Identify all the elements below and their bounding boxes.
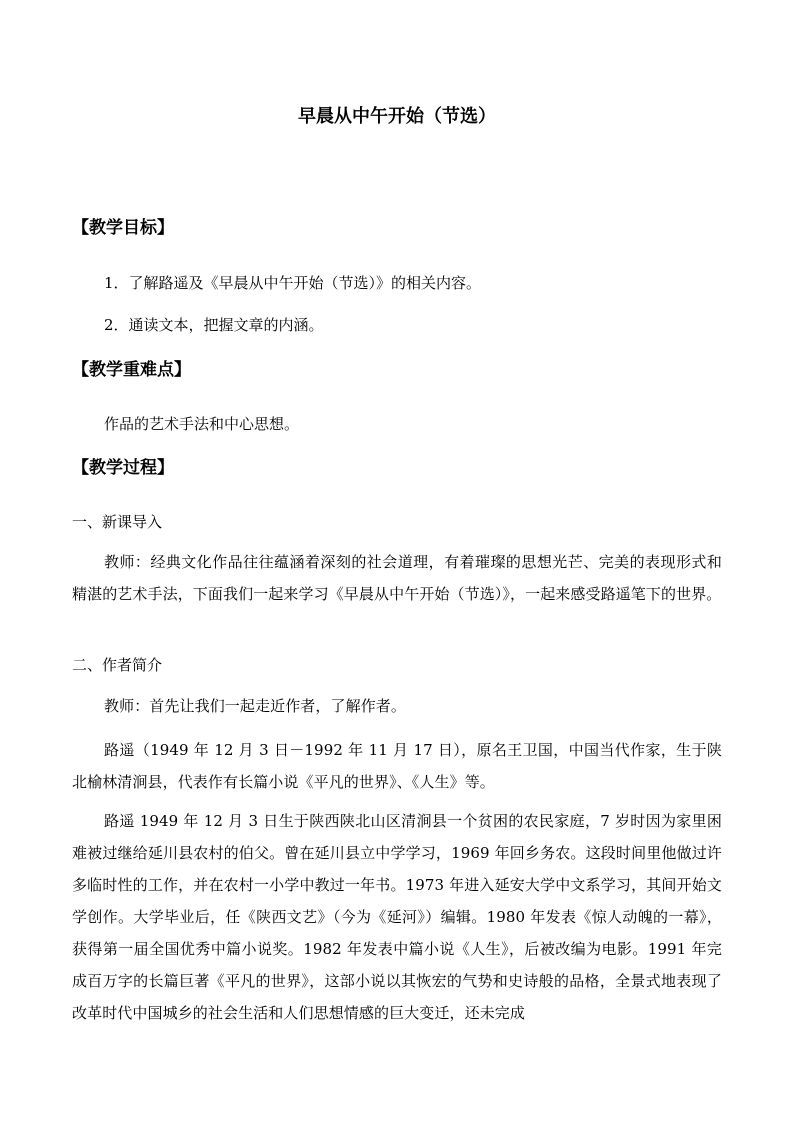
- heading-teaching-goals: 【教学目标】: [72, 218, 174, 238]
- author-intro-paragraph: 教师：首先让我们一起走近作者，了解作者。: [104, 697, 407, 715]
- subheading-introduction: 一、新课导入: [72, 513, 163, 531]
- author-biography-paragraph: 路遥 1949 年 12 月 3 日生于陕西陕北山区清涧县一个贫困的农民家庭，7 岁时因为家里困难被过继给延川县农村的伯父。曾在延川县立中学学习，1969 年回乡务农。这段时间里他做过许多临时性的工作，并在农村一小学中教过一年书。1973 年进入延安大学中文系学习，其间开始文学创作。大学毕业后，任《陕西文艺》（今为《延河》）编辑。1980 年发表《惊人动魄的一幕》，获得第一届全国优秀中篇小说奖。1982 年发表中篇小说《人生》，后被改编为电影。1991 年完成百万字的长篇巨著《平凡的世界》，这部小说以其恢宏的气势和史诗般的品格，全景式地表现了改革时代中国城乡的社会生活和人们思想情感的巨大变迁，还未完成: [72, 812, 722, 1022]
- goal-item-2: 2．通读文本，把握文章的内涵。: [104, 316, 324, 334]
- introduction-paragraph: 教师：经典文化作品往往蕴涵着深刻的社会道理，有着璀璨的思想光芒、完美的表现形式和精湛的艺术手法，下面我们一起来学习《早晨从中午开始（节选）》，一起来感受路遥笔下的世界。: [72, 553, 722, 603]
- heading-key-points: 【教学重难点】: [72, 360, 191, 380]
- heading-teaching-process: 【教学过程】: [72, 458, 174, 478]
- document-title: 早晨从中午开始（节选）: [298, 106, 496, 127]
- goal-item-1: 1．了解路遥及《早晨从中午开始（节选）》的相关内容。: [104, 274, 482, 292]
- key-points-text: 作品的艺术手法和中心思想。: [104, 415, 300, 433]
- subheading-author-bio: 二、作者简介: [72, 656, 163, 674]
- author-summary-paragraph: 路遥（1949 年 12 月 3 日－1992 年 11 月 17 日），原名王卫国，中国当代作家，生于陕北榆林清涧县，代表作有长篇小说《平凡的世界》、《人生》等。: [72, 741, 722, 791]
